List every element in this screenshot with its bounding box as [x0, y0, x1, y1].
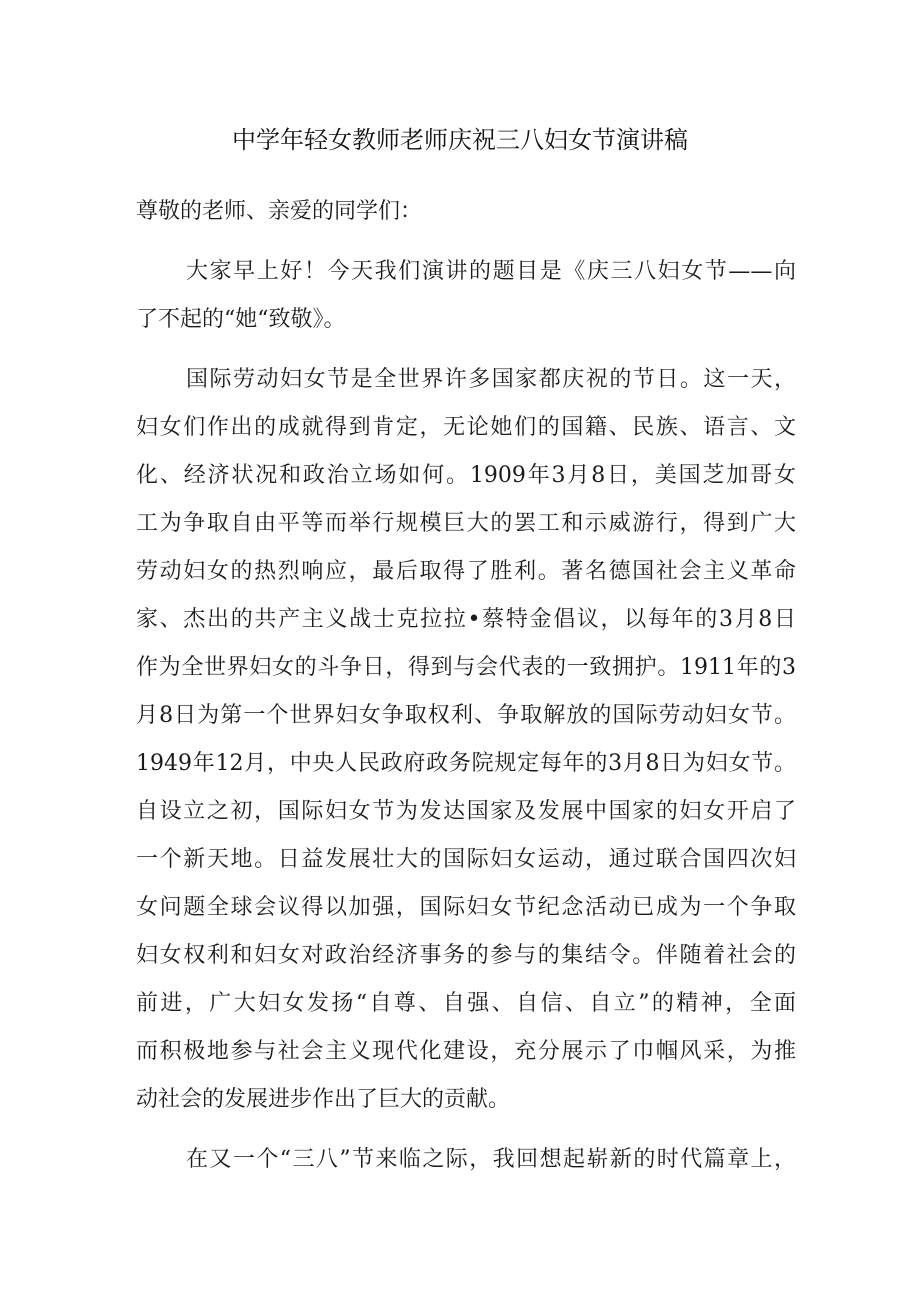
paragraph-line: 而积极地参与社会主义现代化建设，充分展示了巾帼风采，为推 [136, 1039, 796, 1064]
paragraph-line: 化、经济状况和政治立场如何。1909年3月8日，美国芝加哥女 [136, 463, 796, 488]
paragraph-line: 一个新天地。日益发展壮大的国际妇女运动，通过联合国四次妇 [136, 847, 796, 872]
paragraph-line: 月8日为第一个世界妇女争取权利、争取解放的国际劳动妇女节。 [136, 703, 796, 728]
paragraph-line: 女问题全球会议得以加强，国际妇女节纪念活动已成为一个争取 [136, 895, 796, 920]
paragraph-line: 动社会的发展进步作出了巨大的贡献。 [136, 1087, 511, 1112]
paragraph-line: 作为全世界妇女的斗争日，得到与会代表的一致拥护。1911年的3 [136, 655, 796, 680]
paragraph-line: 妇女权利和妇女对政治经济事务的参与的集结令。伴随着社会的 [136, 943, 796, 968]
paragraph-line: 妇女们作出的成就得到肯定，无论她们的国籍、民族、语言、文 [136, 415, 796, 440]
paragraph-line: 国际劳动妇女节是全世界许多国家都庆祝的节日。这一天， [186, 367, 796, 392]
paragraph-line: 1949年12月，中央人民政府政务院规定每年的3月8日为妇女节。 [136, 751, 796, 776]
paragraph-line: 大家早上好！今天我们演讲的题目是《庆三八妇女节——向 [186, 259, 796, 284]
paragraph-line: 劳动妇女的热烈响应，最后取得了胜利。著名德国社会主义革命 [136, 559, 796, 584]
paragraph-line: 了不起的“她“致敬》。 [136, 307, 346, 332]
paragraph-line: 自设立之初，国际妇女节为发达国家及发展中国家的妇女开启了 [136, 799, 796, 824]
paragraph-line: 工为争取自由平等而举行规模巨大的罢工和示威游行，得到广大 [136, 511, 796, 536]
paragraph-line: 家、杰出的共产主义战士克拉拉•蔡特金倡议，以每年的3月8日 [136, 607, 796, 632]
paragraph-line: 前进，广大妇女发扬“自尊、自强、自信、自立”的精神，全面 [136, 991, 796, 1016]
salutation: 尊敬的老师、亲爱的同学们： [136, 199, 423, 224]
paragraph-line: 在又一个“三八”节来临之际，我回想起崭新的时代篇章上， [186, 1147, 796, 1172]
document-title: 中学年轻女教师老师庆祝三八妇女节演讲稿 [232, 126, 688, 154]
